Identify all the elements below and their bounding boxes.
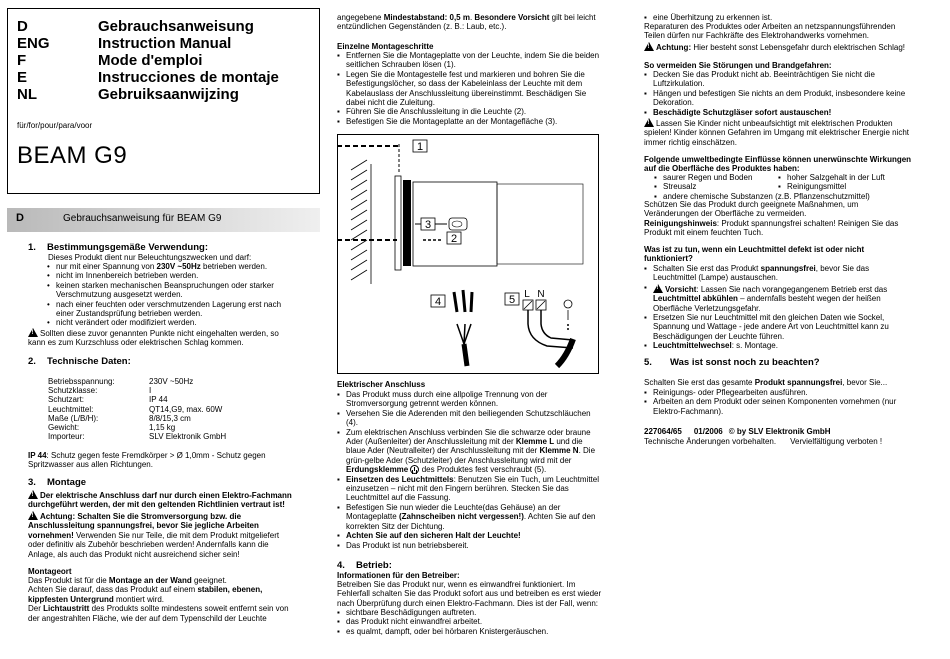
avoid-list: [644, 70, 905, 117]
list-item: ▪ Entfernen Sie die Montageplatte von der Leuchte, indem Sie die beiden seitlichen Schrauben lösen (1).: [337, 51, 599, 70]
spec-row: [48, 432, 226, 441]
spec-row: [48, 405, 226, 414]
section-title: Was ist sonst noch zu beachten?: [670, 357, 820, 368]
montage-warning-1: !Der elektrische Anschluss darf nur durch einen Elektro-Fachmann durchgeführt werden, der mit den geltenden Richtlinien vertraut ist!: [28, 489, 292, 510]
list-item: ▪ Streusalz: [654, 182, 870, 191]
fig-label-5: 5: [508, 294, 516, 306]
electrical-list: [337, 390, 599, 550]
section-title: Bestimmungsgemäße Verwendung:: [47, 242, 209, 253]
band-code: D: [16, 212, 24, 224]
list-item: ▪ Arbeiten an dem Produkt oder seinen Komponenten vornehmen (nur Elektro-Fachmann).: [644, 397, 896, 416]
lang-title: Instrucciones de montaje: [98, 69, 279, 86]
list-item: ▪ Decken Sie das Produkt nicht ab. Beeinträchtigen Sie nicht die Luftzirkulation.: [644, 70, 905, 89]
section-num: 2.: [28, 356, 36, 367]
fig-label-3: 3: [424, 219, 432, 231]
list-item: • keinen starken mechanischen Beanspruchungen oder starker Verschmutzung ausgesetzt werden.: [47, 281, 281, 300]
list-item: ▪ Leuchtmittelwechsel: s. Montage.: [644, 341, 889, 350]
list-item: ▪ hoher Salzgehalt in der Luft: [778, 173, 885, 182]
list-item: ▪ Reinigungs- oder Pflegearbeiten ausführen.: [644, 388, 896, 397]
list-item: ▪ Achten Sie auf den sicheren Halt der Leuchte!: [337, 531, 599, 540]
warning-icon: [28, 490, 38, 499]
list-item: ▪ sichtbare Beschädigungen auftreten.: [337, 608, 548, 617]
spec-value: 8/8/15,3 cm: [149, 413, 191, 423]
fig-label-l: L: [524, 289, 530, 300]
mounting-plate: [403, 180, 411, 266]
spec-label: Schutzklasse:: [48, 386, 98, 396]
section-band: [7, 208, 320, 232]
fig-label-4: 4: [434, 296, 442, 308]
usage-list: [47, 262, 281, 328]
warning-icon: [28, 328, 38, 337]
footer-line-1: 227064/65 01/2006 © by SLV Elektronik GmbH: [644, 427, 831, 436]
ip-note: IP 44: Schutz gegen feste Fremdkörper > Ø 1,0mm - Schutz gegen Spritzwasser aus allen Richtungen.: [28, 451, 266, 470]
list-item: ▪ Ersetzen Sie nur Leuchtmittel mit den gleichen Daten wie Sockel, Spannung und Wattage - jede andere Art von Leuchtmittel kann zu Beschädigungen der Leuchte führen.: [644, 313, 889, 341]
avoid-title: So vermeiden Sie Störungen und Brandgefahren:: [644, 61, 832, 70]
list-item: ▪ das Produkt nicht einwandfrei arbeitet.: [337, 617, 548, 626]
section-num: 5.: [644, 357, 652, 368]
env-title: Folgende umweltbedingte Einflüsse können unerwünschte Wirkungen auf die Oberfläche des Produktes haben:: [644, 155, 912, 174]
list-item: !▪ Vorsicht: Lassen Sie nach vorangegangenem Betrieb erst das Leuchtmittel abkühlen – andernfalls besteht wegen der heißen Oberfläche Verletzungsgefahr.: [644, 283, 889, 313]
section-title: Montage: [47, 477, 87, 488]
fault-list: [337, 608, 548, 636]
list-item: ▪ eine Überhitzung zu erkennen ist.: [644, 13, 772, 22]
defect-list: [644, 264, 889, 351]
list-item: ▪ Befestigen Sie nun wieder die Leuchte(das Gehäuse) an der Montageplatte (Zahnscheiben nicht vergessen!). Achten Sie auf den korrekten Sitz der Dichtung.: [337, 503, 599, 531]
list-item: ▪ Beschädigte Schutzgläser sofort austauschen!: [644, 108, 905, 117]
spec-row: [48, 395, 226, 404]
wire-sleeves: [454, 290, 472, 366]
fig-label-n: N: [537, 289, 545, 300]
lang-code: D: [17, 18, 28, 35]
fig-label-1: 1: [416, 141, 424, 153]
terminal-block: [523, 300, 573, 366]
section-4-sub: Informationen für den Betreiber:: [337, 571, 460, 580]
section-num: 3.: [28, 477, 36, 488]
list-item: ▪ Legen Sie die Montagestelle fest und markieren und bohren Sie die Befestigungslöcher, so dass der Kabeleinlass der Leuchte mit dem Kabelauslass der Anschlussleitung übereinstimmt. Beschädigen Sie dabei nicht die Zuleitung.: [337, 70, 599, 108]
warning-icon: [644, 42, 654, 51]
section-title: Betrieb:: [356, 560, 392, 571]
montageort-text: Das Produkt ist für die Montage an der Wand geeignet. Achten Sie darauf, dass das Produkt auf einem stabilen, ebenen, kippfesten Untergrund montiert wird. Der Lichtaustritt des Produkts sollte mindestens soweit entfernt sein von der angestrahlten Fläche, wie der auf dem Typenschild der Leuchte: [28, 576, 289, 623]
env-text: Schützen Sie das Produkt durch geeignete Maßnahmen, um Veränderungen der Oberfläche zu vermeiden. Reinigungshinweis: Produkt spannungsfrei schalten! Reinigen Sie das Produkt mit einem feuchten Tuch.: [644, 200, 899, 238]
list-item: • nach einer feuchten oder verschmutzenden Lagerung erst nach einer Zustandsprüfung betrieben werden.: [47, 300, 281, 319]
lang-title: Gebruiksaanwijzing: [98, 86, 239, 103]
spec-row: [48, 423, 226, 432]
montage-warning-2: !Achtung: Schalten Sie die Stromversorgung bzw. die Anschlussleitung spannungsfrei, bevor Sie jegliche Arbeiten vornehmen! Verwenden Sie nur Teile, die mit dem Produkt mitgeliefert oder definitiv als Zubehör beschrieben werden! Andernfalls kann die Anlage, als auch das Produkt nicht ausreichend sicher sein!: [28, 510, 279, 559]
montageort-title: Montageort: [28, 567, 72, 576]
section-4-text: Betreiben Sie das Produkt nur, wenn es einwandfrei funktioniert. Im Fehlerfall schalten Sie das Produkt sofort aus und betreiben es erst wieder nach Überprüfung durch einen Elektro-Fachmann. Dies ist der Fall, wenn:: [337, 580, 602, 608]
list-item: ▪ es qualmt, dampft, oder bei hörbaren Knistergeräuschen.: [337, 627, 548, 636]
distance-text: angegebene Mindestabstand: 0,5 m. Besondere Vorsicht gilt bei leicht entzündlichen Gegenständen (z. B.: Laub, etc.).: [337, 13, 596, 32]
section-4-heading: [337, 561, 392, 570]
spec-label: Schutzart:: [48, 395, 85, 405]
spec-label: Importeur:: [48, 432, 85, 442]
fault-list-cont: [644, 13, 772, 22]
spec-value: I: [149, 386, 152, 396]
list-item: ▪ Versehen Sie die Aderenden mit den beiliegenden Schutzschläuchen (4).: [337, 409, 599, 428]
list-item: ▪ Zum elektrischen Anschluss verbinden Sie die schwarze oder braune Ader (Außenleiter) der Anschlussleitung mit der Klemme L und die blaue Ader (Neutralleiter) der Anschlussleitung mit der Klemme N. Die grün-gelbe Ader (Schutzleiter) der Anschlussleitung wird mit der Erdungsklemme des Produktes fest verschraubt (5).: [337, 428, 599, 475]
steps-title: Einzelne Montageschritte: [337, 42, 434, 51]
list-item: ▪ Hängen und befestigen Sie nichts an dem Produkt, insbesondere keine Dekoration.: [644, 89, 905, 108]
footer-line-2: Technische Änderungen vorbehalten. Vervielfältigung verboten !: [644, 437, 883, 446]
spec-label: Gewicht:: [48, 423, 80, 433]
mounting-diagram: [337, 134, 599, 374]
section-1-heading: [28, 243, 208, 252]
warning-icon: [28, 511, 38, 520]
spec-table: [48, 377, 226, 441]
lang-title: Gebrauchsanweisung: [98, 18, 254, 35]
danger-note: !Achtung: Hier besteht sonst Lebensgefahr durch elektrischen Schlag!: [644, 41, 905, 52]
spec-value: 1,15 kg: [149, 423, 176, 433]
electrical-title: Elektrischer Anschluss: [337, 380, 426, 389]
model-name: BEAM G9: [17, 142, 128, 169]
spec-row: [48, 377, 226, 386]
lang-title: Instruction Manual: [98, 35, 232, 52]
spec-label: Maße (L/B/H):: [48, 413, 99, 423]
steps-list: [337, 51, 599, 126]
list-item: ▪ Reinigungsmittel: [778, 182, 885, 191]
children-note: !Lassen Sie Kinder nicht unbeaufsichtigt mit elektrischen Produkten spielen! Kinder können Gefahren im Umgang mit elektrischer Energie nicht immer richtig einschätzen.: [644, 117, 909, 147]
section-5-text: Schalten Sie erst das gesamte Produkt spannungsfrei, bevor Sie...: [644, 378, 888, 387]
spec-value: SLV Elektronik GmbH: [149, 432, 227, 442]
spec-label: Betriebsspannung:: [48, 377, 115, 386]
warning-icon: [644, 118, 654, 127]
list-item: ▪ Befestigen Sie die Montageplatte an der Montagefläche (3).: [337, 117, 599, 126]
spec-value: 230V ~50Hz: [149, 377, 194, 386]
list-item: ▪ andere chemische Substanzen (z.B. Pflanzenschutzmittel): [654, 192, 870, 201]
list-item: ▪ Das Produkt muss durch eine allpolige Trennung von der Stromversorgung getrennt werden können.: [337, 390, 599, 409]
section-3-heading: [28, 478, 86, 487]
for-line: für/for/pour/para/voor: [17, 121, 93, 130]
lang-code: ENG: [17, 35, 50, 52]
section-5-list: [644, 388, 896, 416]
spec-value: QT14,G9, max. 60W: [149, 404, 223, 414]
lang-code: F: [17, 52, 27, 69]
list-item: • nicht im Innenbereich betrieben werden.: [47, 271, 281, 280]
list-item: ▪ saurer Regen und Boden: [654, 173, 870, 182]
list-item: ▪ Führen Sie die Anschlussleitung in die Leuchte (2).: [337, 107, 599, 116]
wall-hatch: [351, 160, 371, 284]
title-box: [7, 8, 320, 194]
list-item: ▪ Das Produkt ist nun betriebsbereit.: [337, 541, 599, 550]
usage-warning: !Sollten diese zuvor genannten Punkte nicht eingehalten werden, so kann es zum Kurzschluss oder elektrischen Schlag kommen.: [28, 327, 279, 348]
section-num: 1.: [28, 242, 36, 253]
section-5-heading: [644, 358, 820, 367]
list-item: ▪ Einsetzen des Leuchtmittels: Benutzen Sie ein Tuch, um Leuchtmittel einzusetzen – nicht mit den Fingern berühren. Stecken Sie das Leuchtmittel auf die Fassung.: [337, 475, 599, 503]
section-1-intro: Dieses Produkt dient nur Beleuchtungszwecken und darf:: [48, 253, 252, 262]
list-item: • nicht verändert oder modifiziert werden.: [47, 318, 281, 327]
warning-icon: [653, 284, 663, 293]
spec-row: [48, 386, 226, 395]
lang-code: NL: [17, 86, 37, 103]
section-2-heading: [28, 357, 131, 366]
section-title: Technische Daten:: [47, 356, 131, 367]
lang-code: E: [17, 69, 28, 86]
defect-title: Was ist zu tun, wenn ein Leuchtmittel defekt ist oder nicht funktioniert?: [644, 245, 865, 264]
list-item: • nur mit einer Spannung von 230V ~50Hz betrieben werden.: [47, 262, 281, 271]
spec-label: Leuchtmittel:: [48, 404, 94, 414]
lang-title: Mode d'emploi: [98, 52, 203, 69]
band-title: Gebrauchsanweisung für BEAM G9: [63, 213, 222, 224]
section-num: 4.: [337, 560, 345, 571]
fig-label-2: 2: [450, 233, 458, 245]
spec-row: [48, 414, 226, 423]
list-item: ▪ Schalten Sie erst das Produkt spannungsfrei, bevor Sie das Leuchtmittel (Lampe) austauschen.: [644, 264, 889, 283]
repair-text: Reparaturen des Produktes oder Arbeiten an netzspannungsführenden Teilen dürfen nur Fachkräfte des Elektrohandwerks vornehmen.: [644, 22, 896, 41]
env-list-right: [778, 173, 885, 192]
spec-value: IP 44: [149, 395, 168, 405]
